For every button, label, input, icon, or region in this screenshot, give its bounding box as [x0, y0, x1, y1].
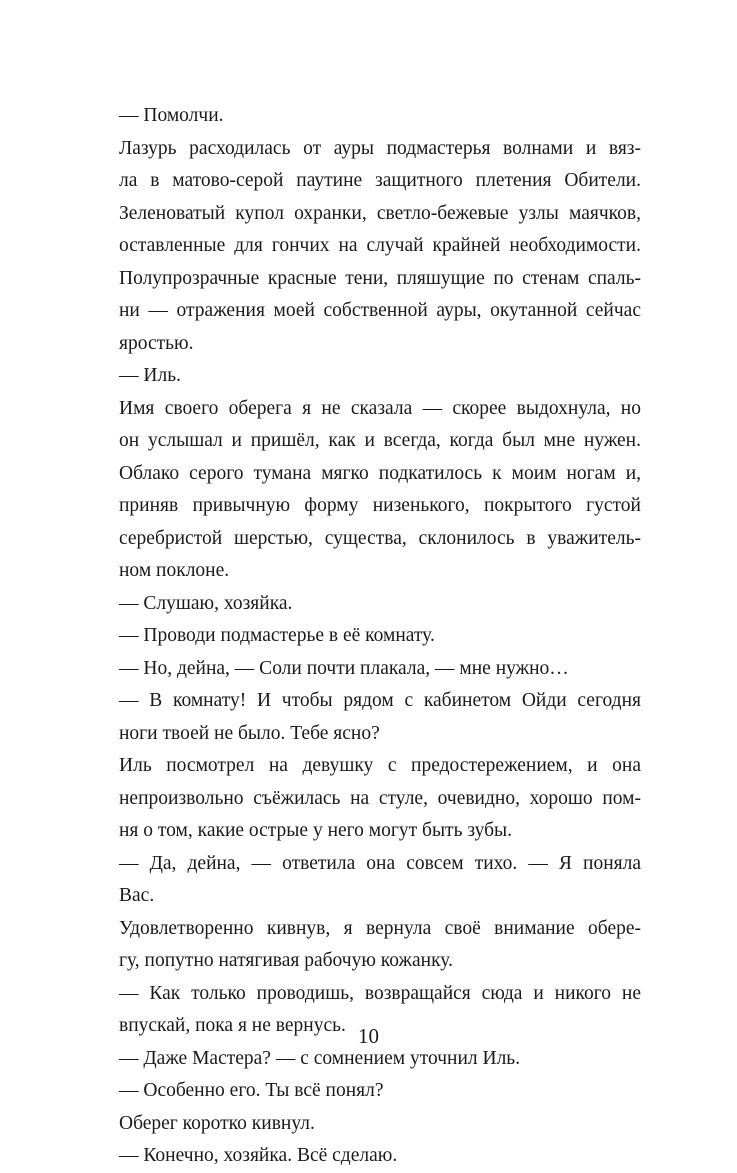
text-line: Иль посмотрел на девушку с предостережением, и она: [119, 755, 641, 776]
text-line: — Слушаю, хозяйка.: [119, 592, 293, 614]
text-line: Вас.: [119, 885, 155, 906]
text-line: — Проводи подмастерье в её комнату.: [119, 625, 435, 646]
text-line: серебристой шерстью, существа, склонилось в уважитель-: [119, 527, 641, 549]
text-line: ном поклоне.: [119, 560, 230, 581]
text-line: — В комнату! И чтобы рядом с кабинетом Ойди сегодня: [119, 690, 641, 711]
text-line: ни — отражения моей собственной ауры, окутанной сейчас: [119, 300, 641, 321]
text-line: Имя своего оберега я не сказала — скорее выдохнула, но: [119, 397, 641, 419]
text-line: — Но, дейна, — Соли почти плакала, — мне нужно…: [119, 657, 569, 679]
text-line: — Да, дейна, — ответила она совсем тихо. — Я поняла: [119, 852, 641, 874]
text-line: непроизвольно съёжилась на стуле, очевидно, хорошо пом-: [119, 787, 641, 809]
text-line: ла в матово-серой паутине защитного плетения Обители.: [119, 170, 641, 191]
text-line: яростью.: [119, 332, 194, 354]
text-line: — Даже Мастера? — с сомнением уточнил Иль.: [119, 1047, 521, 1069]
text-line: приняв привычную форму низенького, покрытого густой: [119, 495, 641, 516]
text-line: Зеленоватый купол охранки, светло-бежевые узлы маячков,: [119, 202, 641, 224]
text-line: Полупрозрачные красные тени, пляшущие по стенам спаль-: [119, 267, 641, 289]
text-line: — Особенно его. Ты всё понял?: [119, 1080, 384, 1101]
text-line: — Иль.: [119, 365, 181, 386]
text-line: — Как только проводишь, возвращайся сюда и никого не: [119, 982, 641, 1004]
text-line: Удовлетворенно кивнув, я вернула своё внимание обере-: [119, 917, 641, 939]
text-line: — Конечно, хозяйка. Всё сделаю.: [119, 1145, 398, 1166]
text-line: впускай, пока я не вернусь.: [119, 1015, 346, 1036]
text-line: ноги твоей не было. Тебе ясно?: [119, 722, 380, 744]
text-line: — Помолчи.: [119, 105, 224, 126]
text-line: ня о том, какие острые у него могут быть зубы.: [119, 820, 513, 841]
page-number: 10: [358, 1024, 379, 1048]
text-line: Оберег коротко кивнул.: [119, 1112, 315, 1134]
page-text: [119, 100, 641, 1173]
text-line: Облако серого тумана мягко подкатилось к моим ногам и,: [119, 462, 641, 484]
text-line: он услышал и пришёл, как и всегда, когда был мне нужен.: [119, 430, 641, 451]
text-line: гу, попутно натягивая рабочую кожанку.: [119, 950, 453, 971]
text-line: оставленные для гончих на случай крайней необходимости.: [119, 235, 641, 256]
text-line: Лазурь расходилась от ауры подмастерья волнами и вяз-: [119, 137, 641, 159]
